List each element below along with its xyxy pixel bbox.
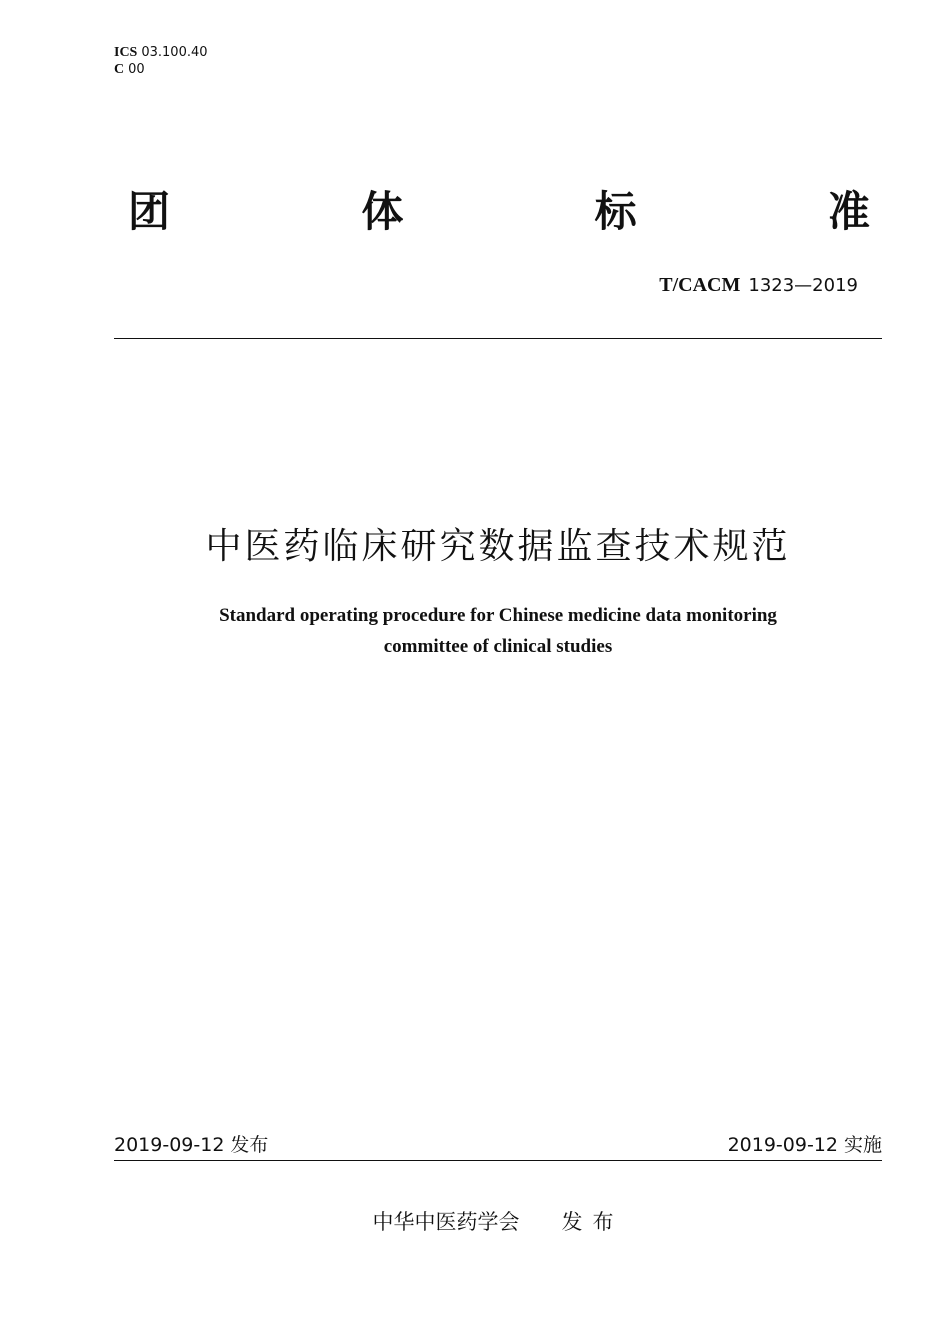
publisher-line xyxy=(0,1206,950,1236)
standard-code xyxy=(659,272,858,297)
ics-value: 03.100.40 xyxy=(141,45,208,60)
standard-code-number: 1323—2019 xyxy=(748,275,858,296)
standard-type-char: 准 xyxy=(827,187,870,236)
top-divider xyxy=(114,338,882,339)
standard-type-char: 标 xyxy=(594,187,637,236)
publisher-name: 中华中医药学会 xyxy=(372,1210,520,1234)
classification-block xyxy=(114,44,208,78)
issue-date-label: 发布 xyxy=(230,1134,269,1156)
standard-type-char: 团 xyxy=(128,187,171,236)
publisher-action: 发布 xyxy=(561,1210,624,1234)
implementation-date-label: 实施 xyxy=(843,1134,882,1156)
issue-date xyxy=(114,1130,268,1157)
ics-line xyxy=(114,44,208,61)
title-english-line: Standard operating procedure for Chinese medicine data monitoring xyxy=(219,605,777,626)
implementation-date xyxy=(728,1130,882,1157)
bottom-divider xyxy=(114,1160,882,1161)
standard-code-prefix: T/CACM xyxy=(659,274,741,296)
implementation-date-value: 2019-09-12 xyxy=(727,1134,838,1156)
issue-date-value: 2019-09-12 xyxy=(114,1134,225,1156)
document-title-chinese: 中医药临床研究数据监查技术规范 xyxy=(205,526,791,567)
ccs-value: 00 xyxy=(128,62,145,77)
standard-type-heading xyxy=(128,182,870,242)
standard-type-char: 体 xyxy=(361,187,404,236)
ccs-line xyxy=(114,61,208,78)
title-english-line: committee of clinical studies xyxy=(383,636,613,657)
document-title-english xyxy=(0,600,950,662)
ccs-label: C xyxy=(114,62,125,77)
ics-label: ICS xyxy=(114,45,138,60)
